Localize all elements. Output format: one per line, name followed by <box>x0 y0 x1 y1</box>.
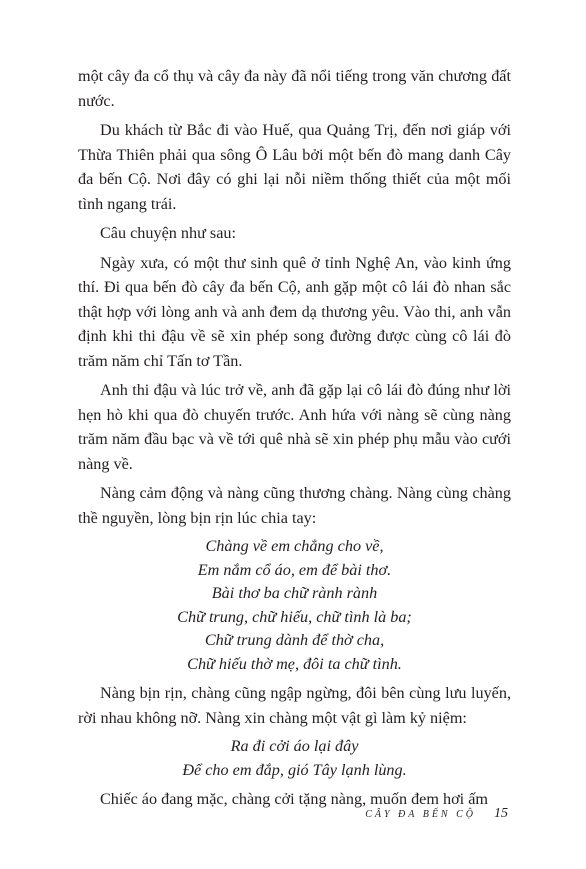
poem-verse <box>78 735 511 782</box>
paragraph: Chiếc áo đang mặc, chàng cởi tặng nàng, muốn đem hơi ấm <box>100 790 488 808</box>
paragraph: Câu chuyện như sau: <box>100 224 236 242</box>
paragraph: một cây đa cổ thụ và cây đa này đã nổi tiếng trong văn chương đất nước. <box>78 67 511 110</box>
page-footer <box>365 806 508 822</box>
paragraph: Du khách từ Bắc đi vào Huế, qua Quảng Trị, đến nơi giáp với Thừa Thiên phải qua sông Ô Lâu bởi một bến đò mang danh Cây đa bến Cộ. Nơi đây có ghi lại nỗi niềm thống thiết của một mối tình ngang trái. <box>78 121 511 213</box>
paragraph: Anh thi đậu và lúc trở về, anh đã gặp lại cô lái đò đúng như lời hẹn hò khi qua đò chuyến trước. Anh hứa với nàng sẽ cùng nàng trăm năm đầu bạc và về tới quê nhà sẽ xin phép phụ mẫu vào cưới nàng về. <box>78 381 511 473</box>
poem-line: Ra đi cởi áo lại đây <box>230 737 359 755</box>
running-title: CÂY ĐA BẾN CỘ <box>365 809 476 820</box>
poem-line: Chàng về em chẳng cho về, <box>205 537 384 555</box>
body-text <box>78 64 511 817</box>
paragraph: Ngày xưa, có một thư sinh quê ở tỉnh Nghệ An, vào kinh ứng thí. Đi qua bến đò cây đa bến Cộ, anh gặp một cô lái đò nhan sắc thật hợp với lòng anh và anh đem dạ thương yêu. Vào thi, anh vẫn định khi thi đậu về sẽ xin phép song đường được cùng cô lái đò trăm năm chỉ Tấn tơ Tần. <box>78 253 511 370</box>
poem-line: Em nắm cổ áo, em để bài thơ. <box>197 560 392 579</box>
poem-verse <box>78 535 511 676</box>
poem-line: Bài thơ ba chữ rành rành <box>211 584 378 602</box>
poem-line: Để cho em đắp, gió Tây lạnh lùng. <box>182 760 407 779</box>
poem-line: Chữ hiếu thờ mẹ, đôi ta chữ tình. <box>187 654 402 673</box>
poem-line: Chữ trung dành để thờ cha, <box>204 631 385 649</box>
page-number: 15 <box>494 806 508 821</box>
poem-line: Chữ trung, chữ hiếu, chữ tình là ba; <box>177 607 412 626</box>
paragraph: Nàng bịn rịn, chàng cũng ngập ngừng, đôi bên cùng lưu luyến, rời nhau không nỡ. Nàng xin chàng một vật gì làm kỷ niệm: <box>78 684 511 727</box>
paragraph: Nàng cảm động và nàng cũng thương chàng. Nàng cùng chàng thề nguyền, lòng bịn rịn lúc chia tay: <box>78 484 511 527</box>
